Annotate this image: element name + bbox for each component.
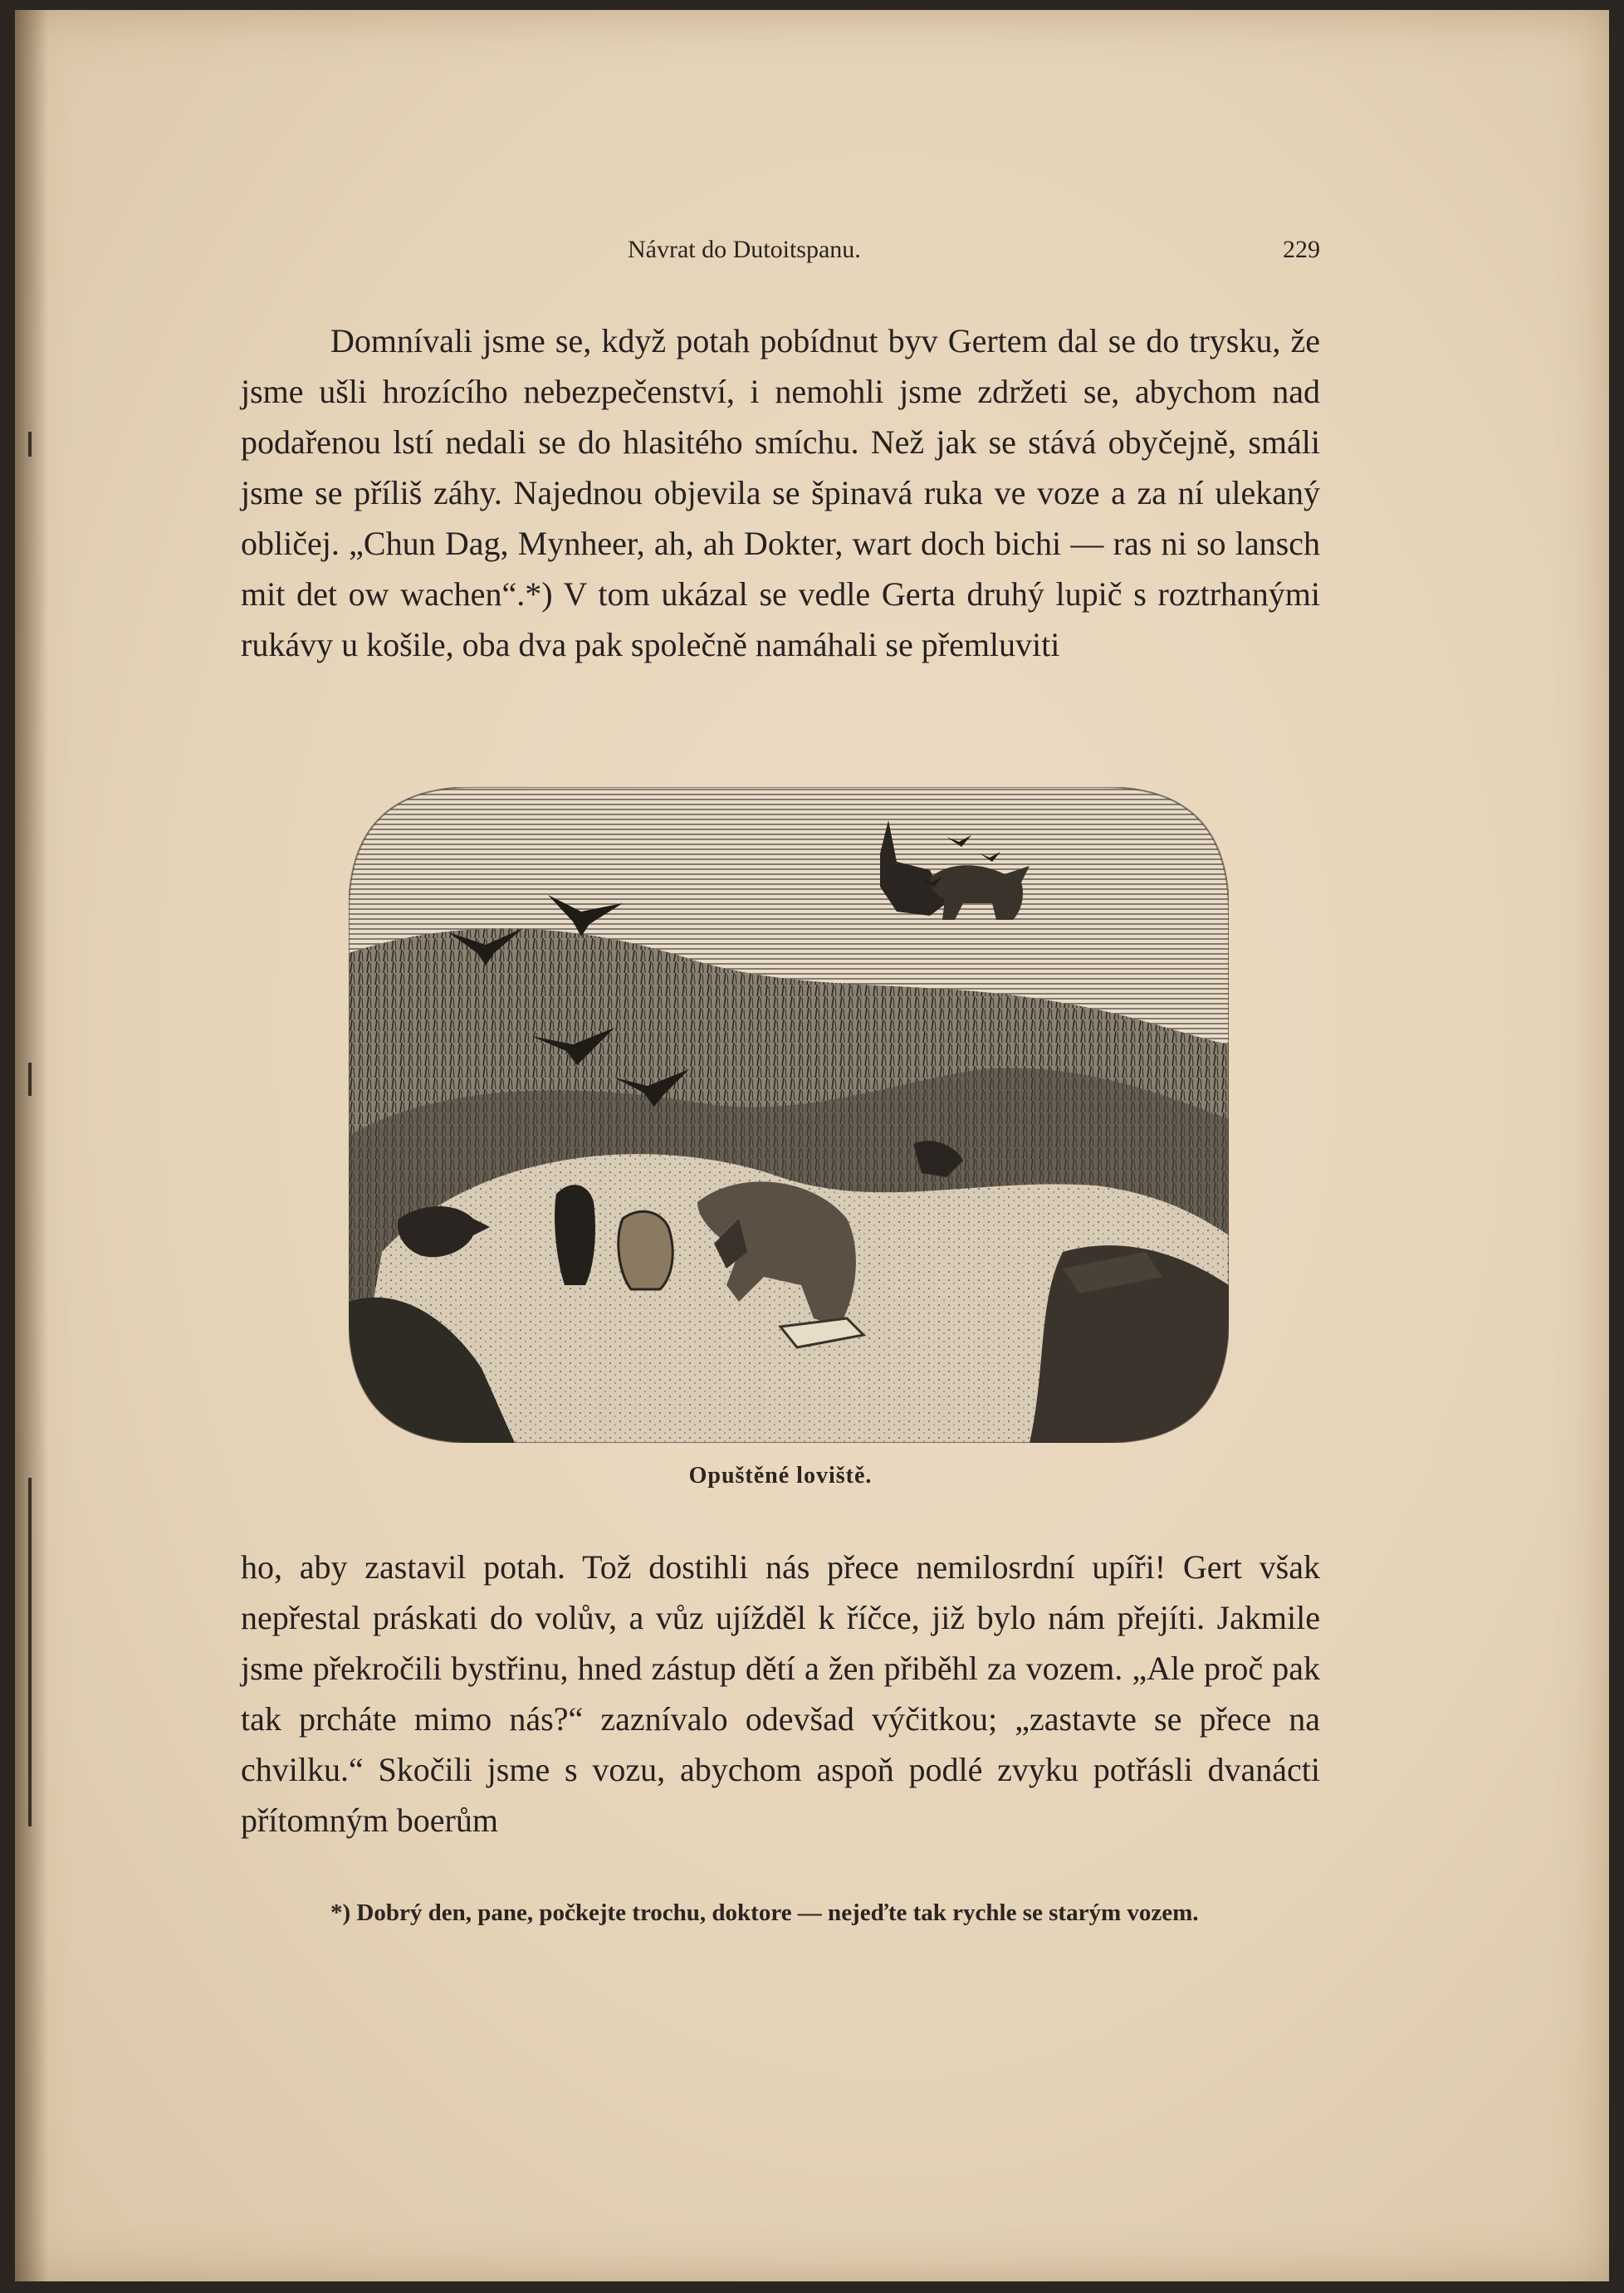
vulture-standing [555, 1185, 595, 1285]
margin-mark [28, 1063, 32, 1096]
paragraph-1: Domnívali jsme se, když potah pobídnut byv Gertem dal se do trysku, že jsme ušli hrozícího nebezpečenství, i nemohli jsme zdržeti se, abychom nad podařenou lstí nedali se do hlasitého smíchu. Než jak se stává obyčejně, smáli jsme se příliš záhy. Najednou objevila se špinavá ruka ve voze a za ní ulekaný obličej. „Chun Dag, Mynheer, ah, ah Dokter, wart doch bichi — ras ni so lansch mit det ow wachen“.*) V tom ukázal se vedle Gerta druhý lupič s roztrhanými rukávy u košile, oba dva pak společně namáhali se přemluviti [241, 322, 1320, 663]
paragraph-2: ho, aby zastavil potah. Tož dostihli nás přece nemilosrdní upíři! Gert však nepřestal práskati do volův, a vůz ujížděl k říčce, již bylo nám přejíti. Jakmile jsme překročili bystřinu, hned zástup dětí a žen přiběhl za vozem. „Ale proč pak tak prcháte mimo nás?“ zaznívalo odevšad výčitkou; „zastavte se přece na chvilku.“ Skočili jsme s vozu, abychom aspoň podlé zvyku potřásli dvanácti přítomným boerům [241, 1548, 1320, 1839]
footnote: *) Dobrý den, pane, počkejte trochu, doktore — nejeďte tak rychle se starým vozem. [330, 1899, 1199, 1926]
bird-standing [619, 1211, 673, 1289]
figure-caption: Opuštěné loviště. [688, 1463, 873, 1489]
page-gutter-shadow [15, 10, 48, 2281]
engraving-illustration [349, 787, 1229, 1443]
page-number: 229 [1283, 236, 1320, 263]
margin-mark [28, 1478, 32, 1826]
running-title: Návrat do Dutoitspanu. [628, 236, 861, 263]
margin-mark [28, 432, 32, 457]
running-head [241, 236, 1320, 269]
